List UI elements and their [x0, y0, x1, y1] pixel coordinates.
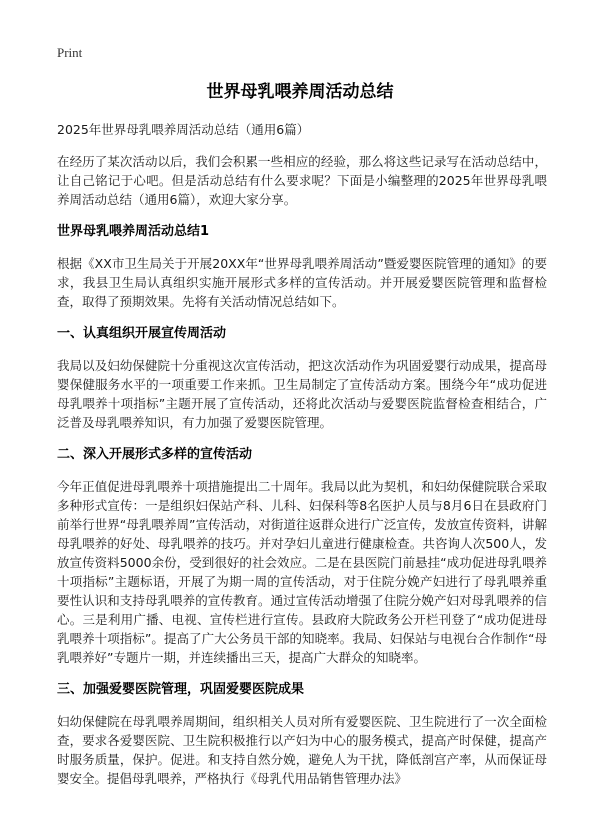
document-title: 世界母乳喂养周活动总结	[206, 82, 394, 102]
intro-paragraph: 在经历了某次活动以后，我们会积累一些相应的经验，那么将这些记录写在活动总结中，让自己铭记于心吧。但是活动总结有什么要求呢？下面是小编整理的2025年世界母乳喂养周活动总结（通用6篇），欢迎大家分享。	[57, 154, 547, 207]
document-subtitle: 2025年世界母乳喂养周活动总结（通用6篇）	[57, 122, 310, 137]
part-2-heading: 二、深入开展形式多样的宣传活动	[57, 447, 253, 462]
print-link[interactable]: Print	[57, 45, 83, 60]
document-body	[57, 120, 547, 788]
section-1-paragraph: 根据《XX市卫生局关于开展20XX年“世界母乳喂养周活动”暨爱婴医院管理的通知》的要求，我县卫生局认真组织实施开展形式多样的宣传活动。并开展爱婴医院管理和监督检查，取得了预期效果。先将有关活动情况总结如下。	[57, 256, 547, 309]
part-1-heading: 一、认真组织开展宣传周活动	[57, 326, 227, 341]
part-3-heading: 三、加强爱婴医院管理，巩固爱婴医院成果	[57, 682, 305, 697]
part-3-paragraph: 妇幼保健院在母乳喂养周期间，组织相关人员对所有爱婴医院、卫生院进行了一次全面检查，要求各爱婴医院、卫生院积极推行以产妇为中心的服务模式，提高产时保健，提高产时服务质量，保护。促进。和支持自然分娩，避免人为干扰，降低剖宫产率，从而保证母婴安全。提倡母乳喂养，严格执行《母乳代用品销售管理办法》	[57, 714, 547, 786]
section-1-heading: 世界母乳喂养周活动总结1	[57, 224, 210, 239]
part-2-paragraph: 今年正值促进母乳喂养十项措施提出二十周年。我局以此为契机，和妇幼保健院联合采取多种形式宣传：一是组织妇保站产科、儿科、妇保科等8名医护人员与8月6日在县政府门前举行世界“母乳喂养周”宣传活动，对街道往返群众进行广泛宣传，发放宣传资料，讲解母乳喂养的好处、母乳喂养的技巧。并对孕妇儿童进行健康检查。共咨询人次500人，发放宣传资料5000余份，受到很好的社会效应。二是在县医院门前悬挂“成功促进母乳喂养十项指标”主题标语，开展了为期一周的宣传活动，对于住院分娩产妇进行了母乳喂养重要性认识和支持母乳喂养的宣传教育。通过宣传活动增强了住院分娩产妇对母乳喂养的信心。三是利用广播、电视、宣传栏进行宣传。县政府大院政务公开栏刊登了“成功促进母乳喂养十项指标”。提高了广大公务员干部的知晓率。我局、妇保站与电视台合作制作“母乳喂养好”专题片一期，并连续播出三天，提高广大群众的知晓率。	[57, 479, 547, 665]
part-1-paragraph: 我局以及妇幼保健院十分重视这次宣传活动，把这次活动作为巩固爱婴行动成果，提高母婴保健服务水平的一项重要工作来抓。卫生局制定了宣传活动方案。围绕今年“成功促进母乳喂养十项指标”主题开展了宣传活动，还将此次活动与爱婴医院监督检查相结合，广泛普及母乳喂养知识，有力加强了爱婴医院管理。	[57, 358, 547, 430]
